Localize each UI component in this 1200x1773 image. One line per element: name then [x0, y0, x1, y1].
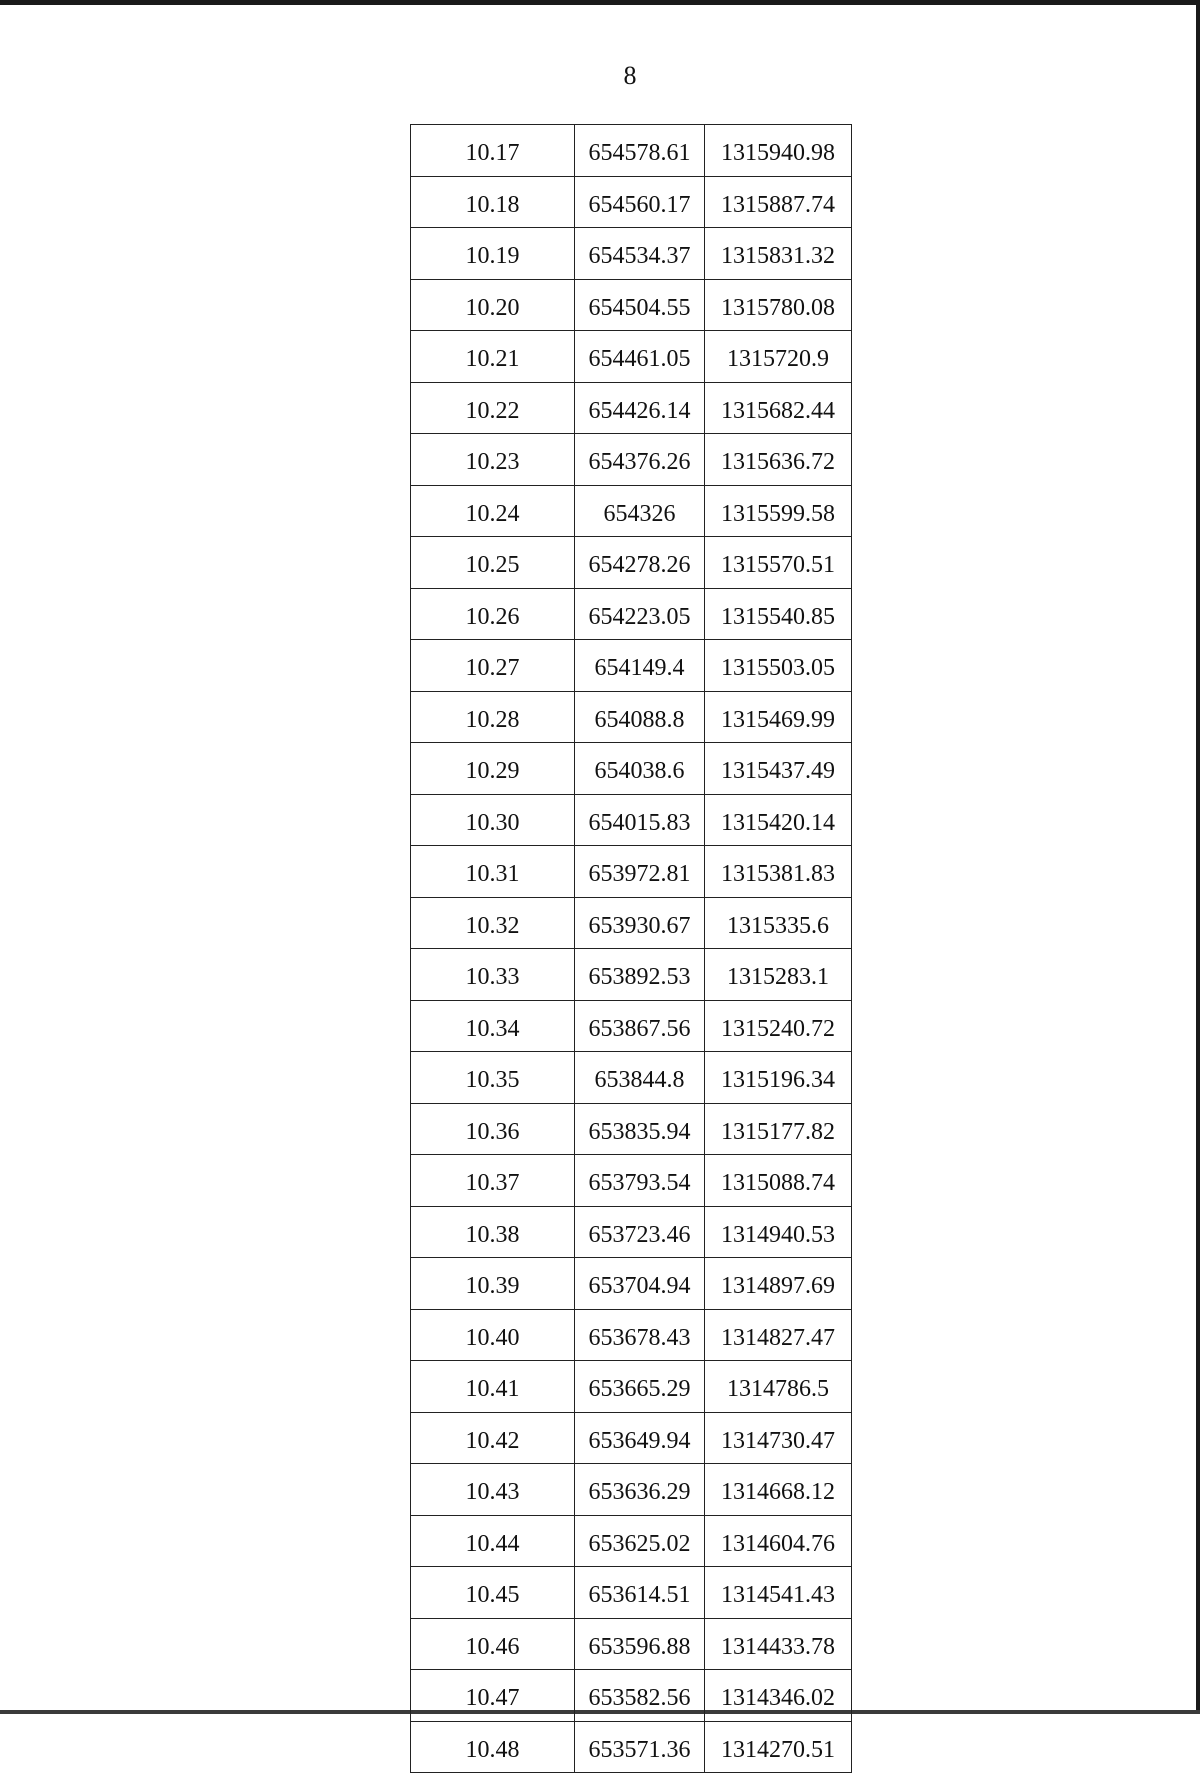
- x-coordinate-cell: 654326: [575, 485, 705, 537]
- x-coordinate-cell: 653625.02: [575, 1515, 705, 1567]
- table-row: [411, 176, 852, 228]
- x-coordinate-cell: 653793.54: [575, 1155, 705, 1207]
- x-coordinate-cell: 654534.37: [575, 228, 705, 280]
- point-number-cell: 10.45: [411, 1567, 575, 1619]
- point-number-cell: 10.32: [411, 897, 575, 949]
- table-row: [411, 1464, 852, 1516]
- y-coordinate-cell: 1314897.69: [705, 1258, 852, 1310]
- y-coordinate-cell: 1314270.51: [705, 1721, 852, 1773]
- point-number-cell: 10.39: [411, 1258, 575, 1310]
- point-number-cell: 10.35: [411, 1052, 575, 1104]
- point-number-cell: 10.20: [411, 279, 575, 331]
- table-row: [411, 279, 852, 331]
- coordinates-table: [410, 124, 852, 1773]
- table-row: [411, 434, 852, 486]
- table-row: [411, 1052, 852, 1104]
- y-coordinate-cell: 1314346.02: [705, 1670, 852, 1722]
- x-coordinate-cell: 653972.81: [575, 846, 705, 898]
- y-coordinate-cell: 1315780.08: [705, 279, 852, 331]
- table-row: [411, 1258, 852, 1310]
- table-row: [411, 125, 852, 177]
- table-row: [411, 382, 852, 434]
- table-row: [411, 1361, 852, 1413]
- point-number-cell: 10.40: [411, 1309, 575, 1361]
- point-number-cell: 10.43: [411, 1464, 575, 1516]
- page-number: 8: [623, 61, 637, 90]
- point-number-cell: 10.41: [411, 1361, 575, 1413]
- table-row: [411, 897, 852, 949]
- table-row: [411, 1309, 852, 1361]
- table-row: [411, 1206, 852, 1258]
- y-coordinate-cell: 1315636.72: [705, 434, 852, 486]
- y-coordinate-cell: 1315177.82: [705, 1103, 852, 1155]
- table-row: [411, 691, 852, 743]
- table-row: [411, 1000, 852, 1052]
- table-row: [411, 1670, 852, 1722]
- x-coordinate-cell: 654426.14: [575, 382, 705, 434]
- x-coordinate-cell: 653665.29: [575, 1361, 705, 1413]
- table-row: [411, 588, 852, 640]
- x-coordinate-cell: 654088.8: [575, 691, 705, 743]
- x-coordinate-cell: 653582.56: [575, 1670, 705, 1722]
- table-row: [411, 1721, 852, 1773]
- x-coordinate-cell: 654278.26: [575, 537, 705, 589]
- point-number-cell: 10.19: [411, 228, 575, 280]
- y-coordinate-cell: 1315570.51: [705, 537, 852, 589]
- y-coordinate-cell: 1315240.72: [705, 1000, 852, 1052]
- point-number-cell: 10.26: [411, 588, 575, 640]
- point-number-cell: 10.33: [411, 949, 575, 1001]
- point-number-cell: 10.36: [411, 1103, 575, 1155]
- table-row: [411, 1412, 852, 1464]
- x-coordinate-cell: 654015.83: [575, 794, 705, 846]
- point-number-cell: 10.38: [411, 1206, 575, 1258]
- point-number-cell: 10.21: [411, 331, 575, 383]
- y-coordinate-cell: 1315437.49: [705, 743, 852, 795]
- point-number-cell: 10.42: [411, 1412, 575, 1464]
- table-row: [411, 537, 852, 589]
- table-row: [411, 1155, 852, 1207]
- x-coordinate-cell: 653614.51: [575, 1567, 705, 1619]
- x-coordinate-cell: 653892.53: [575, 949, 705, 1001]
- point-number-cell: 10.46: [411, 1618, 575, 1670]
- point-number-cell: 10.24: [411, 485, 575, 537]
- table-row: [411, 640, 852, 692]
- x-coordinate-cell: 654560.17: [575, 176, 705, 228]
- x-coordinate-cell: 653571.36: [575, 1721, 705, 1773]
- x-coordinate-cell: 653930.67: [575, 897, 705, 949]
- table-row: [411, 1567, 852, 1619]
- x-coordinate-cell: 654038.6: [575, 743, 705, 795]
- point-number-cell: 10.18: [411, 176, 575, 228]
- y-coordinate-cell: 1315335.6: [705, 897, 852, 949]
- point-number-cell: 10.48: [411, 1721, 575, 1773]
- table-row: [411, 1515, 852, 1567]
- x-coordinate-cell: 653678.43: [575, 1309, 705, 1361]
- point-number-cell: 10.29: [411, 743, 575, 795]
- x-coordinate-cell: 653596.88: [575, 1618, 705, 1670]
- x-coordinate-cell: 653649.94: [575, 1412, 705, 1464]
- point-number-cell: 10.22: [411, 382, 575, 434]
- y-coordinate-cell: 1315682.44: [705, 382, 852, 434]
- point-number-cell: 10.28: [411, 691, 575, 743]
- point-number-cell: 10.44: [411, 1515, 575, 1567]
- y-coordinate-cell: 1314730.47: [705, 1412, 852, 1464]
- x-coordinate-cell: 653835.94: [575, 1103, 705, 1155]
- x-coordinate-cell: 654223.05: [575, 588, 705, 640]
- scan-border-right: [1196, 0, 1200, 1714]
- table-row: [411, 846, 852, 898]
- table-row: [411, 331, 852, 383]
- point-number-cell: 10.25: [411, 537, 575, 589]
- x-coordinate-cell: 654461.05: [575, 331, 705, 383]
- point-number-cell: 10.23: [411, 434, 575, 486]
- table-row: [411, 794, 852, 846]
- y-coordinate-cell: 1315469.99: [705, 691, 852, 743]
- table-row: [411, 1618, 852, 1670]
- y-coordinate-cell: 1315887.74: [705, 176, 852, 228]
- y-coordinate-cell: 1315720.9: [705, 331, 852, 383]
- x-coordinate-cell: 654504.55: [575, 279, 705, 331]
- x-coordinate-cell: 654376.26: [575, 434, 705, 486]
- y-coordinate-cell: 1314541.43: [705, 1567, 852, 1619]
- y-coordinate-cell: 1315540.85: [705, 588, 852, 640]
- y-coordinate-cell: 1314433.78: [705, 1618, 852, 1670]
- y-coordinate-cell: 1315420.14: [705, 794, 852, 846]
- x-coordinate-cell: 654149.4: [575, 640, 705, 692]
- point-number-cell: 10.37: [411, 1155, 575, 1207]
- point-number-cell: 10.34: [411, 1000, 575, 1052]
- y-coordinate-cell: 1314668.12: [705, 1464, 852, 1516]
- x-coordinate-cell: 653723.46: [575, 1206, 705, 1258]
- x-coordinate-cell: 653704.94: [575, 1258, 705, 1310]
- y-coordinate-cell: 1315381.83: [705, 846, 852, 898]
- y-coordinate-cell: 1314786.5: [705, 1361, 852, 1413]
- table-row: [411, 743, 852, 795]
- y-coordinate-cell: 1315940.98: [705, 125, 852, 177]
- y-coordinate-cell: 1315088.74: [705, 1155, 852, 1207]
- y-coordinate-cell: 1314940.53: [705, 1206, 852, 1258]
- table-row: [411, 228, 852, 280]
- point-number-cell: 10.31: [411, 846, 575, 898]
- x-coordinate-cell: 653844.8: [575, 1052, 705, 1104]
- x-coordinate-cell: 653867.56: [575, 1000, 705, 1052]
- coordinates-table-body: [411, 125, 852, 1773]
- point-number-cell: 10.27: [411, 640, 575, 692]
- scan-border-top: [0, 0, 1200, 5]
- y-coordinate-cell: 1314827.47: [705, 1309, 852, 1361]
- point-number-cell: 10.30: [411, 794, 575, 846]
- y-coordinate-cell: 1315599.58: [705, 485, 852, 537]
- x-coordinate-cell: 653636.29: [575, 1464, 705, 1516]
- point-number-cell: 10.17: [411, 125, 575, 177]
- y-coordinate-cell: 1315283.1: [705, 949, 852, 1001]
- y-coordinate-cell: 1315196.34: [705, 1052, 852, 1104]
- x-coordinate-cell: 654578.61: [575, 125, 705, 177]
- point-number-cell: 10.47: [411, 1670, 575, 1722]
- table-row: [411, 1103, 852, 1155]
- table-row: [411, 949, 852, 1001]
- y-coordinate-cell: 1314604.76: [705, 1515, 852, 1567]
- y-coordinate-cell: 1315503.05: [705, 640, 852, 692]
- y-coordinate-cell: 1315831.32: [705, 228, 852, 280]
- table-row: [411, 485, 852, 537]
